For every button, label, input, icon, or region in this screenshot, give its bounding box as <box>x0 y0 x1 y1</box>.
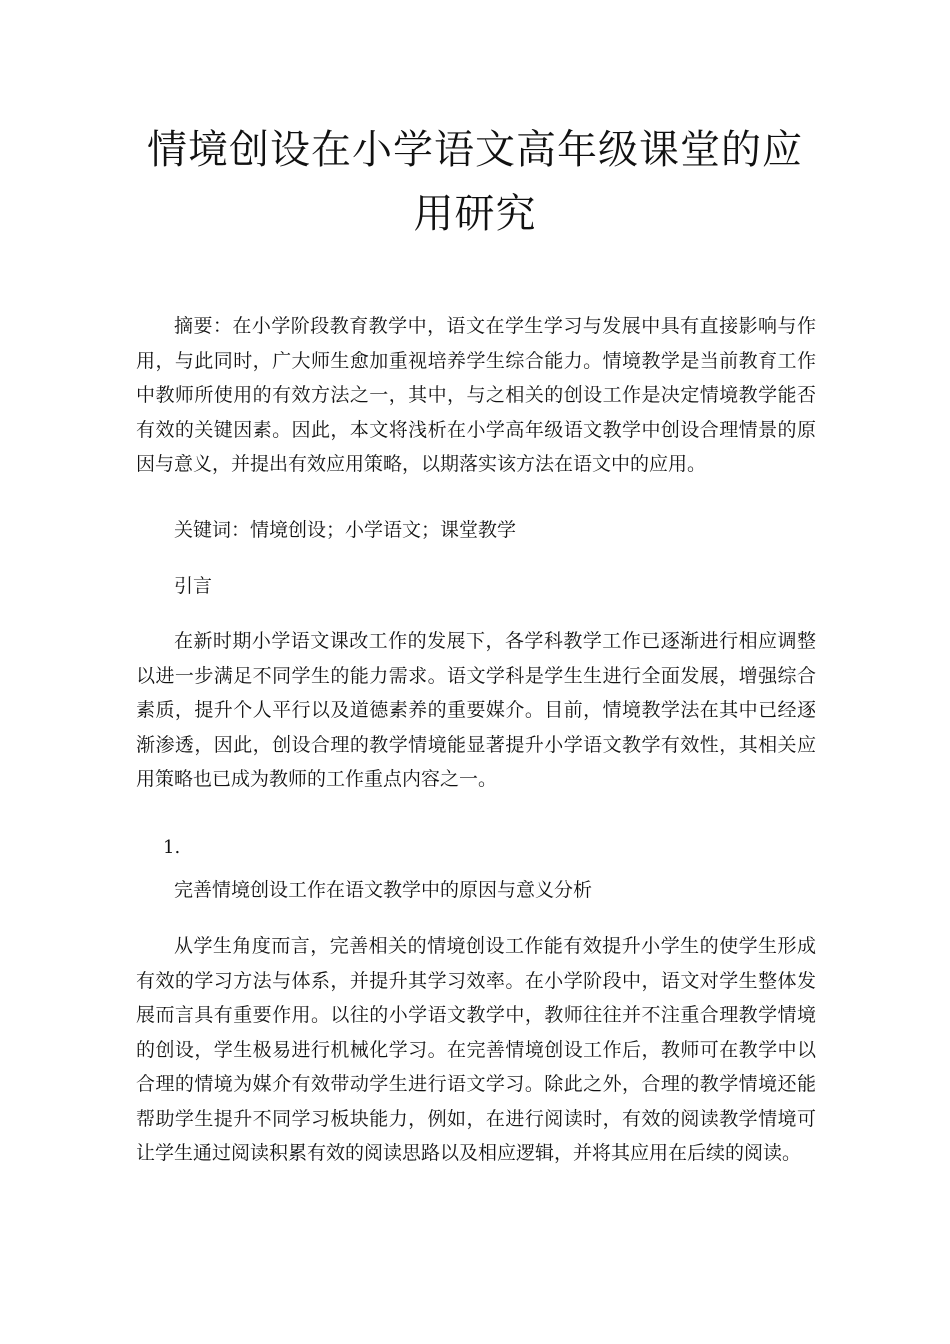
document-title: 情境创设在小学语文高年级课堂的应用研究 <box>147 127 803 237</box>
intro-heading: 引言 <box>174 575 213 597</box>
intro-paragraph: 在新时期小学语文课改工作的发展下，各学科教学工作已逐渐进行相应调整以进一步满足不同学生的能力需求。语文学科是学生生进行全面发展，增强综合素质，提升个人平行以及道德素养的重要媒介。目前，情境教学法在其中已经逐渐渗透，因此，创设合理的教学情境能显著提升小学语文教学有效性，其相关应用策略也已成为教师的工作重点内容之一。 <box>136 630 816 790</box>
section-heading: 完善情境创设工作在语文教学中的原因与意义分析 <box>174 879 593 901</box>
section-number: 1. <box>163 837 181 858</box>
keywords-line: 关键词：情境创设；小学语文；课堂教学 <box>174 519 517 541</box>
section-paragraph: 从学生角度而言，完善相关的情境创设工作能有效提升小学生的使学生形成有效的学习方法与体系，并提升其学习效率。在小学阶段中，语文对学生整体发展而言具有重要作用。以往的小学语文教学中，教师往往并不注重合理教学情境的创设，学生极易进行机械化学习。在完善情境创设工作后，教师可在教学中以合理的情境为媒介有效带动学生进行语文学习。除此之外，合理的教学情境还能帮助学生提升不同学习板块能力，例如，在进行阅读时，有效的阅读教学情境可让学生通过阅读积累有效的阅读思路以及相应逻辑，并将其应用在后续的阅读。 <box>136 935 816 1164</box>
abstract-paragraph: 摘要：在小学阶段教育教学中，语文在学生学习与发展中具有直接影响与作用，与此同时，广大师生愈加重视培养学生综合能力。情境教学是当前教育工作中教师所使用的有效方法之一，其中，与之相关的创设工作是决定情境教学能否有效的关键因素。因此，本文将浅析在小学高年级语文教学中创设合理情景的原因与意义，并提出有效应用策略，以期落实该方法在语文中的应用。 <box>136 315 816 475</box>
